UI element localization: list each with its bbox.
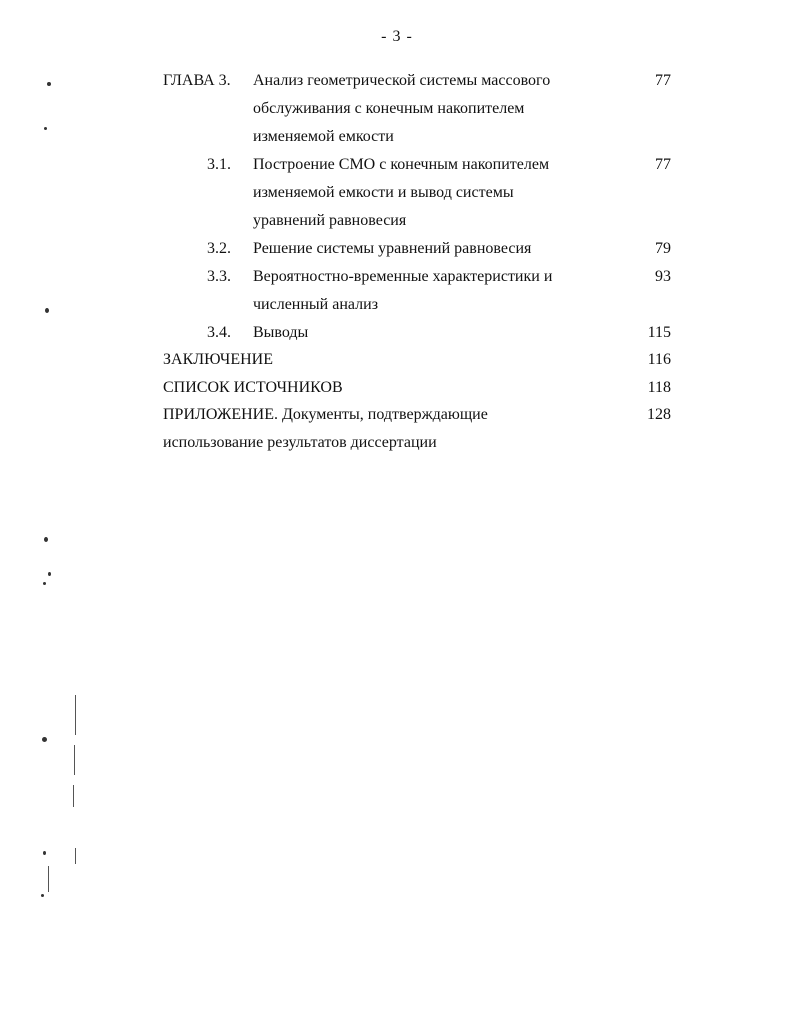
- section-page: 93: [655, 268, 671, 285]
- section-label: 3.1.: [207, 156, 231, 173]
- scan-speck: [48, 572, 51, 576]
- section-title-line-1: Решение системы уравнений равновесия: [253, 240, 532, 257]
- section-title-line-1: Выводы: [253, 324, 309, 341]
- scan-speck: [44, 127, 47, 130]
- scan-speck: [47, 82, 51, 86]
- chapter-page: 77: [655, 72, 671, 89]
- scan-speck: [43, 582, 46, 585]
- section-title-line-2: численный анализ: [253, 296, 379, 313]
- scan-speck: [42, 737, 47, 742]
- section-page: 115: [647, 324, 671, 341]
- chapter-title-line-2: обслуживания с конечным накопителем: [253, 100, 525, 117]
- section-title-line-1: Вероятностно-временные характеристики и: [253, 268, 553, 285]
- entry-title: ЗАКЛЮЧЕНИЕ: [163, 351, 273, 368]
- section-title-line-1: Построение СМО с конечным накопителем: [253, 156, 550, 173]
- entry-page: 116: [647, 351, 671, 368]
- section-label: 3.4.: [207, 324, 231, 341]
- chapter-label: ГЛАВА 3.: [163, 72, 231, 89]
- section-page: 77: [655, 156, 671, 173]
- page-number: - 3 -: [381, 28, 413, 45]
- section-page: 79: [655, 240, 671, 257]
- scan-line: [73, 785, 74, 807]
- section-label: 3.3.: [207, 268, 231, 285]
- scan-line: [74, 745, 75, 775]
- scan-speck: [44, 537, 48, 542]
- section-title-line-3: уравнений равновесия: [253, 212, 407, 229]
- entry-page: 118: [647, 379, 671, 396]
- scan-speck: [45, 308, 49, 313]
- entry-title-line-2: использование результатов диссертации: [163, 434, 437, 451]
- scan-line: [48, 866, 49, 892]
- entry-title-line-1: ПРИЛОЖЕНИЕ. Документы, подтверждающие: [163, 406, 488, 423]
- section-title-line-2: изменяемой емкости и вывод системы: [253, 184, 514, 201]
- entry-title: СПИСОК ИСТОЧНИКОВ: [163, 379, 343, 396]
- chapter-title-line-3: изменяемой емкости: [253, 128, 394, 145]
- scan-line: [75, 695, 76, 735]
- chapter-title-line-1: Анализ геометрической системы массового: [253, 72, 551, 89]
- entry-page: 128: [647, 406, 671, 423]
- scan-speck: [41, 894, 44, 897]
- section-label: 3.2.: [207, 240, 231, 257]
- scan-speck: [43, 851, 46, 855]
- scan-line: [75, 848, 76, 864]
